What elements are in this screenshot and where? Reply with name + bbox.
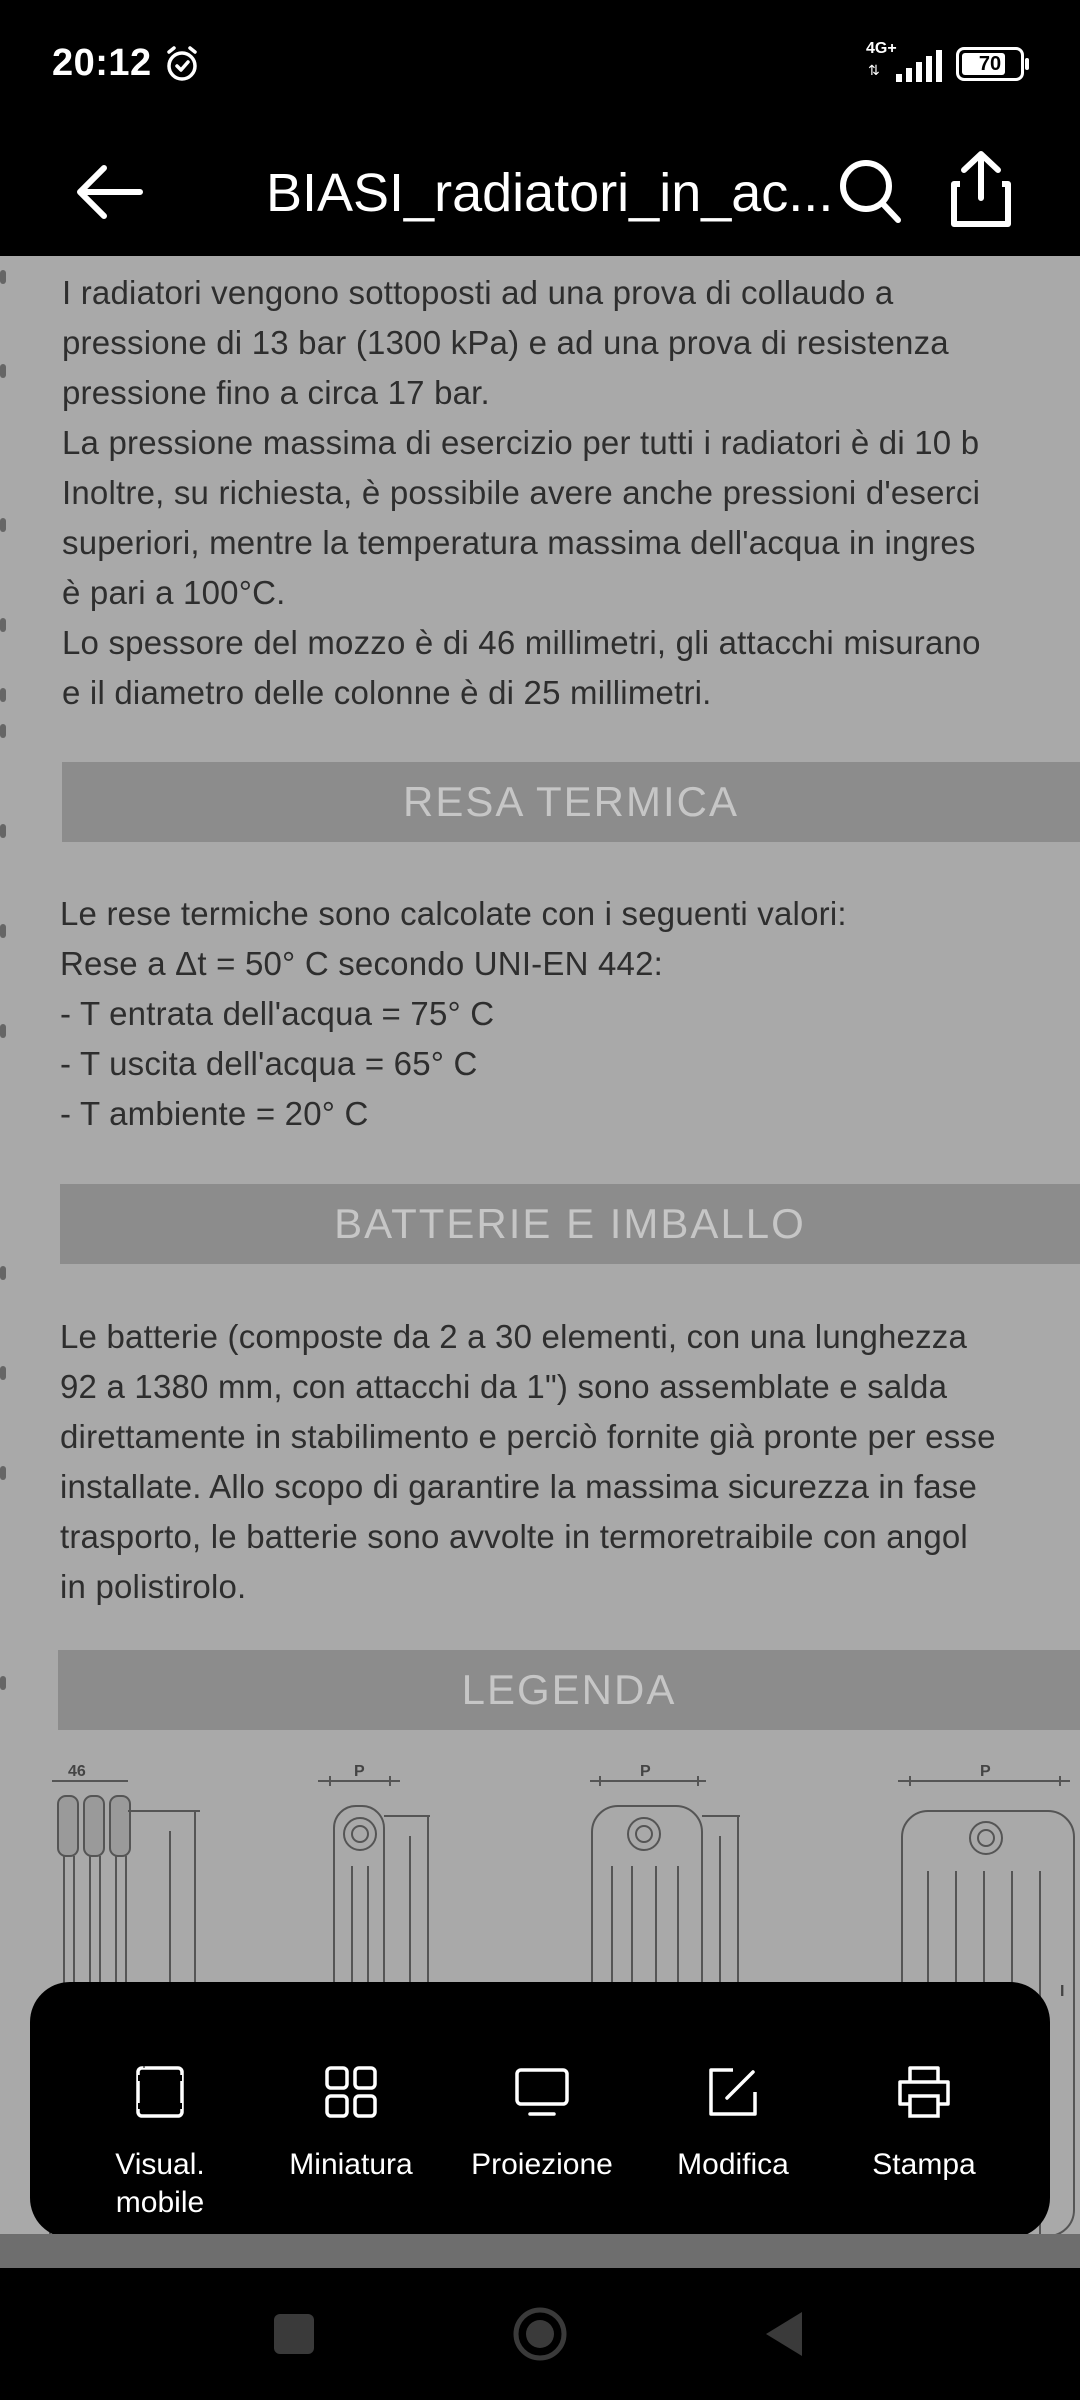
text-line: Le rese termiche sono calcolate con i seguenti valori: (60, 895, 847, 932)
toolbar-label: Modifica (677, 2148, 789, 2181)
dim-label-i: I (1060, 1983, 1065, 2000)
data-arrows-icon: ⇅ (868, 62, 880, 78)
battery-level: 70 (978, 52, 1002, 75)
document-page (0, 256, 1080, 2234)
text-line: La pressione massima di esercizio per tutti i radiatori è di 10 b (62, 424, 980, 461)
toolbar-label: Stampa (872, 2148, 976, 2181)
signal-bars-icon (896, 50, 942, 82)
recent-apps-icon[interactable] (264, 2304, 324, 2364)
thumbnail-grid-icon (321, 2062, 381, 2122)
paragraph-batterie (60, 1312, 996, 1612)
status-time (52, 42, 202, 85)
text-line: Rese a Δt = 50° C secondo UNI-EN 442: (60, 945, 664, 982)
home-icon[interactable] (510, 2304, 570, 2364)
text-line: trasporto, le batterie sono avvolte in termoretraibile con angol (60, 1518, 968, 1555)
projection-icon (512, 2062, 572, 2122)
thumbnail-button[interactable] (261, 2062, 441, 2184)
clock-text: 20:12 (52, 42, 152, 84)
document-viewport[interactable] (0, 256, 1080, 2234)
toolbar-label: Visual. mobile (115, 2148, 205, 2219)
back-nav-icon[interactable] (756, 2304, 816, 2364)
network-type: 4G+ (866, 40, 897, 57)
document-bottom-strip (0, 2234, 1080, 2268)
text-line: Lo spessore del mozzo è di 46 millimetri, gli attacchi misurano (62, 624, 981, 661)
dim-label-46: 46 (68, 1763, 86, 1780)
search-icon[interactable] (836, 152, 904, 230)
share-icon[interactable] (946, 146, 1016, 232)
edit-icon (703, 2062, 763, 2122)
status-bar (0, 0, 1080, 130)
paragraph-resa-termica (60, 889, 847, 1139)
toolbar-label: Miniatura (289, 2148, 413, 2181)
text-line: superiori, mentre la temperatura massima dell'acqua in ingres (62, 524, 976, 561)
system-nav-bar (0, 2268, 1080, 2400)
text-line: in polistirolo. (60, 1568, 247, 1605)
print-button[interactable] (834, 2062, 1014, 2184)
text-line: - T ambiente = 20° C (60, 1095, 369, 1132)
section-header-batterie-imballo: BATTERIE E IMBALLO (60, 1184, 1080, 1264)
text-line: installate. Allo scopo di garantire la massima sicurezza in fase (60, 1468, 978, 1505)
bottom-toolbar (30, 1982, 1050, 2238)
dim-label-p: P (640, 1763, 651, 1780)
paragraph-collaudo (62, 268, 981, 718)
text-line: pressione di 13 bar (1300 kPa) e ad una prova di resistenza (62, 324, 949, 361)
text-line: pressione fino a circa 17 bar. (62, 374, 490, 411)
projection-button[interactable] (452, 2062, 632, 2184)
dim-label-p: P (980, 1763, 991, 1780)
document-title: BIASI_radiatori_in_ac... (266, 163, 834, 223)
text-line: Le batterie (composte da 2 a 30 elementi, con una lunghezza (60, 1318, 968, 1355)
mobile-view-button[interactable] (70, 2062, 250, 2222)
status-right (866, 40, 1024, 84)
text-line: direttamente in stabilimento e perciò fornite già pronte per esse (60, 1418, 996, 1455)
signal-indicator (866, 40, 942, 84)
section-header-legenda: LEGENDA (58, 1650, 1080, 1730)
text-line: 92 a 1380 mm, con attacchi da 1") sono assemblate e salda (60, 1368, 948, 1405)
text-line: è pari a 100°C. (62, 574, 286, 611)
text-line: I radiatori vengono sottoposti ad una prova di collaudo a (62, 274, 894, 311)
text-line: - T entrata dell'acqua = 75° C (60, 995, 495, 1032)
text-line: - T uscita dell'acqua = 65° C (60, 1045, 478, 1082)
dim-label-p: P (354, 1763, 365, 1780)
battery-icon (956, 47, 1024, 81)
alarm-icon (162, 44, 202, 84)
back-arrow-icon[interactable] (70, 160, 150, 224)
section-header-resa-termica: RESA TERMICA (62, 762, 1080, 842)
edit-button[interactable] (643, 2062, 823, 2184)
text-line: Inoltre, su richiesta, è possibile avere anche pressioni d'eserci (62, 474, 981, 511)
mobile-view-icon (130, 2062, 190, 2122)
toolbar-label: Proiezione (471, 2148, 613, 2181)
text-line: e il diametro delle colonne è di 25 millimetri. (62, 674, 712, 711)
title-bar (0, 130, 1080, 256)
print-icon (894, 2062, 954, 2122)
